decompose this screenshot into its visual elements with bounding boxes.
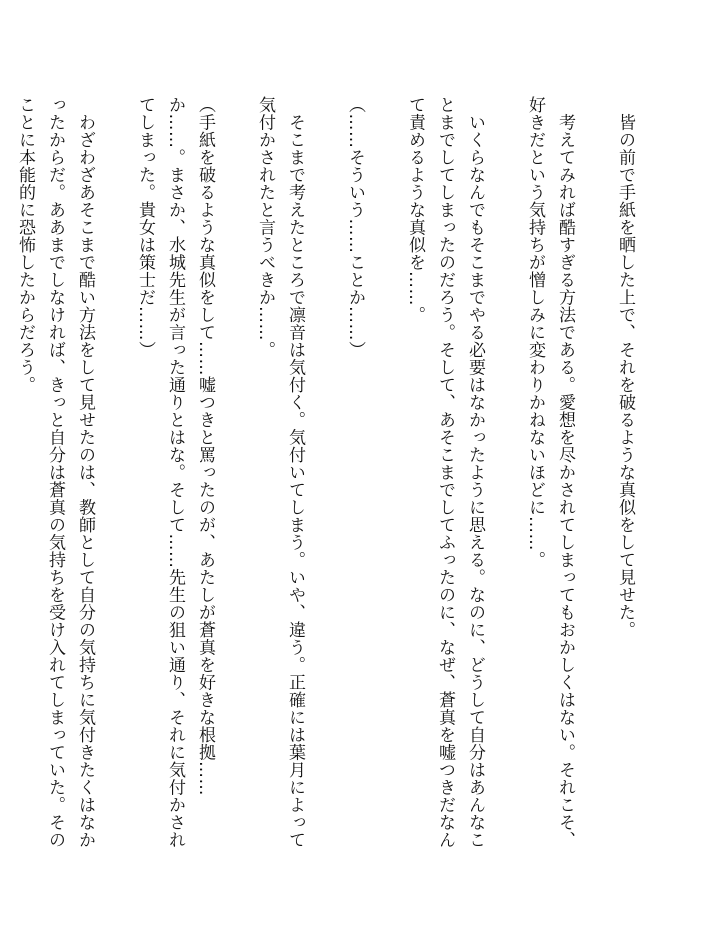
paragraph-6: （手紙を破るような真似をして……嘘つきと罵ったのが、あたしが蒼真を好きな根拠……か……。まさか、水城先生が言った通りとはな。そして……先生の狙い通り、それに気付かされてしまった。貴女は策士だ……） xyxy=(135,96,215,849)
paragraph-2: 考えてみれば酷すぎる方法である。愛想を尽かされてしまってもおかしくはない。それこそ、好きだという気持ちが憎しみに変わりかねないほどに……。 xyxy=(525,96,575,849)
paragraph-gap xyxy=(370,96,400,856)
paragraph-4: （……そういう……ことか……） xyxy=(345,96,365,359)
paragraph-gap xyxy=(580,96,610,856)
paragraph-gap xyxy=(310,96,340,856)
paragraph-3: いくらなんでもそこまでやる必要はなかったように思える。なのに、どうして自分はあんなことまでしてしまったのだろう。そして、あそこまでしてふったのに、なぜ、蒼真を嘘つきだなんて責めるような真似を……。 xyxy=(405,96,485,849)
paragraph-gap xyxy=(220,96,250,856)
paragraph-1: 皆の前で手紙を晒した上で、それを破るような真似をして見せた。 xyxy=(615,96,635,639)
vertical-text-body xyxy=(15,96,640,856)
paragraph-7: わざわざあそこまで酷い方法をして見せたのは、教師として自分の気持ちに気付きたくはなかったからだ。ああまでしなければ、きっと自分は蒼真の気持ちを受け入れてしまっていた。そのことに本能的に恐怖したからだろう。 xyxy=(15,96,95,849)
paragraph-gap xyxy=(490,96,520,856)
paragraph-gap xyxy=(100,96,130,856)
paragraph-5: そこまで考えたところで凛音は気付く。気付いてしまう。いや、違う。正確には葉月によって気付かされたと言うべきか……。 xyxy=(255,96,305,849)
